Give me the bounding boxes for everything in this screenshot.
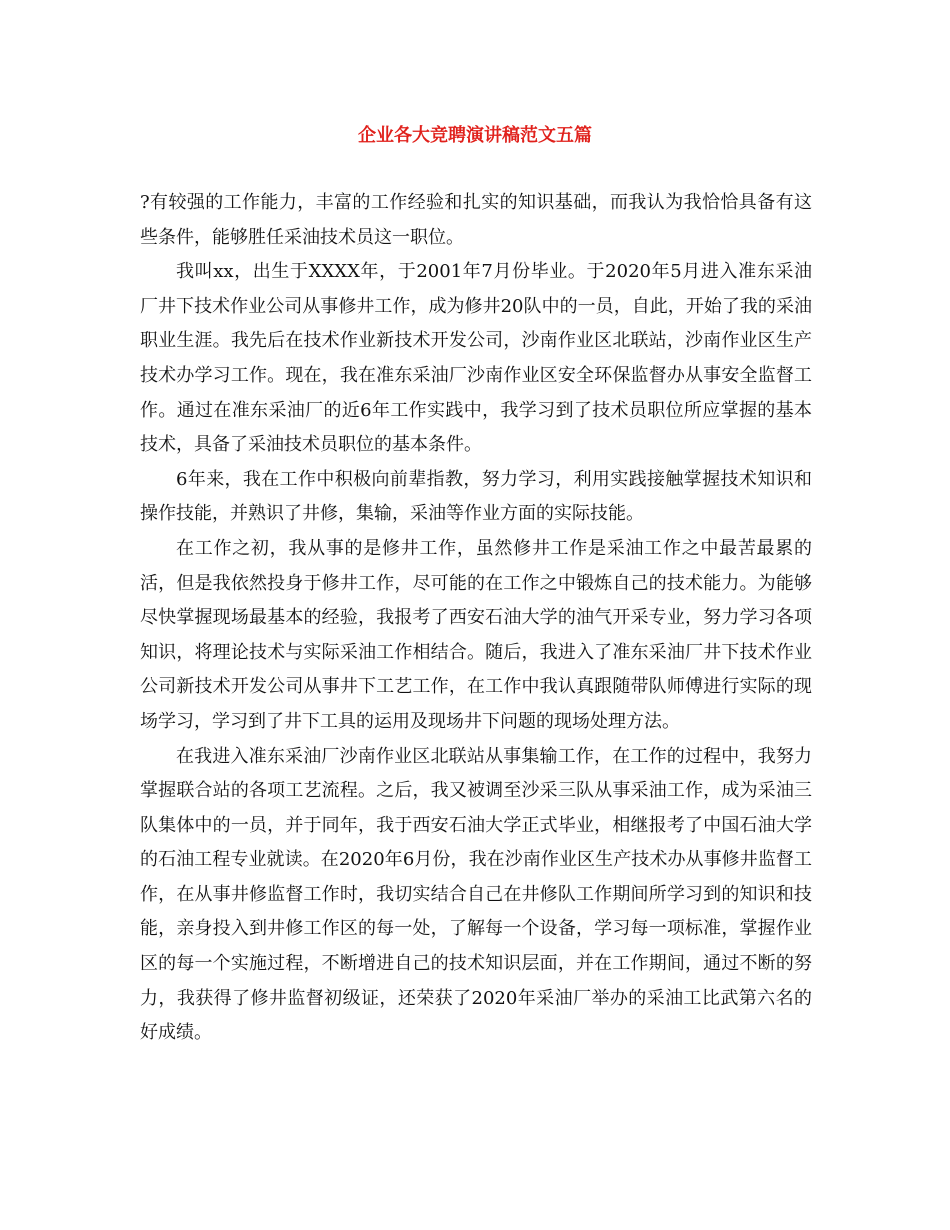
paragraph-5: 在我进入准东采油厂沙南作业区北联站从事集输工作，在工作的过程中，我努力掌握联合站的各项工艺流程。之后，我又被调至沙采三队从事采油工作，成为采油三队集体中的一员，并于同年，我于西安石油大学正式毕业，相继报考了中国石油大学的石油工程专业就读。在2020年6月份，我在沙南作业区生产技术办从事修井监督工作，在从事井修监督工作时，我切实结合自己在井修队工作期间所学习到的知识和技能，亲身投入到井修工作区的每一处，了解每一个设备，学习每一项标准，掌握作业区的每一个实施过程，不断增进自己的技术知识层面，并在工作期间，通过不断的努力，我获得了修井监督初级证，还荣获了2020年采油厂举办的采油工比武第六名的好成绩。 <box>140 745 812 1044</box>
paragraph-3: 6年来，我在工作中积极向前辈指教，努力学习，利用实践接触掌握技术知识和操作技能，并熟识了井修，集输，采油等作业方面的实际技能。 <box>140 468 812 525</box>
paragraph-4: 在工作之初，我从事的是修井工作，虽然修井工作是采油工作之中最苦最累的活，但是我依然投身于修井工作，尽可能的在工作之中锻炼自己的技术能力。为能够尽快掌握现场最基本的经验，我报考了西安石油大学的油气开采专业，努力学习各项知识，将理论技术与实际采油工作相结合。随后，我进入了准东采油厂井下技术作业公司新技术开发公司从事井下工艺工作，在工作中我认真跟随带队师傅进行实际的现场学习，学习到了井下工具的运用及现场井下问题的现场处理方法。 <box>140 537 812 732</box>
paragraph-1: ?有较强的工作能力，丰富的工作经验和扎实的知识基础，而我认为我恰恰具备有这些条件，能够胜任采油技术员这一职位。 <box>140 192 812 248</box>
document-body <box>140 186 812 1051</box>
paragraph-2: 我叫xx，出生于XXXX年，于2001年7月份毕业。于2020年5月进入准东采油厂井下技术作业公司从事修井工作，成为修井20队中的一员，自此，开始了我的采油职业生涯。我先后在技术作业新技术开发公司，沙南作业区北联站，沙南作业区生产技术办学习工作。现在，我在准东采油厂沙南作业区安全环保监督办从事安全监督工作。通过在准东采油厂的近6年工作实践中，我学习到了技术员职位所应掌握的基本技术，具备了采油技术员职位的基本条件。 <box>140 261 812 456</box>
document-title: 企业各大竞聘演讲稿范文五篇 <box>358 125 592 146</box>
